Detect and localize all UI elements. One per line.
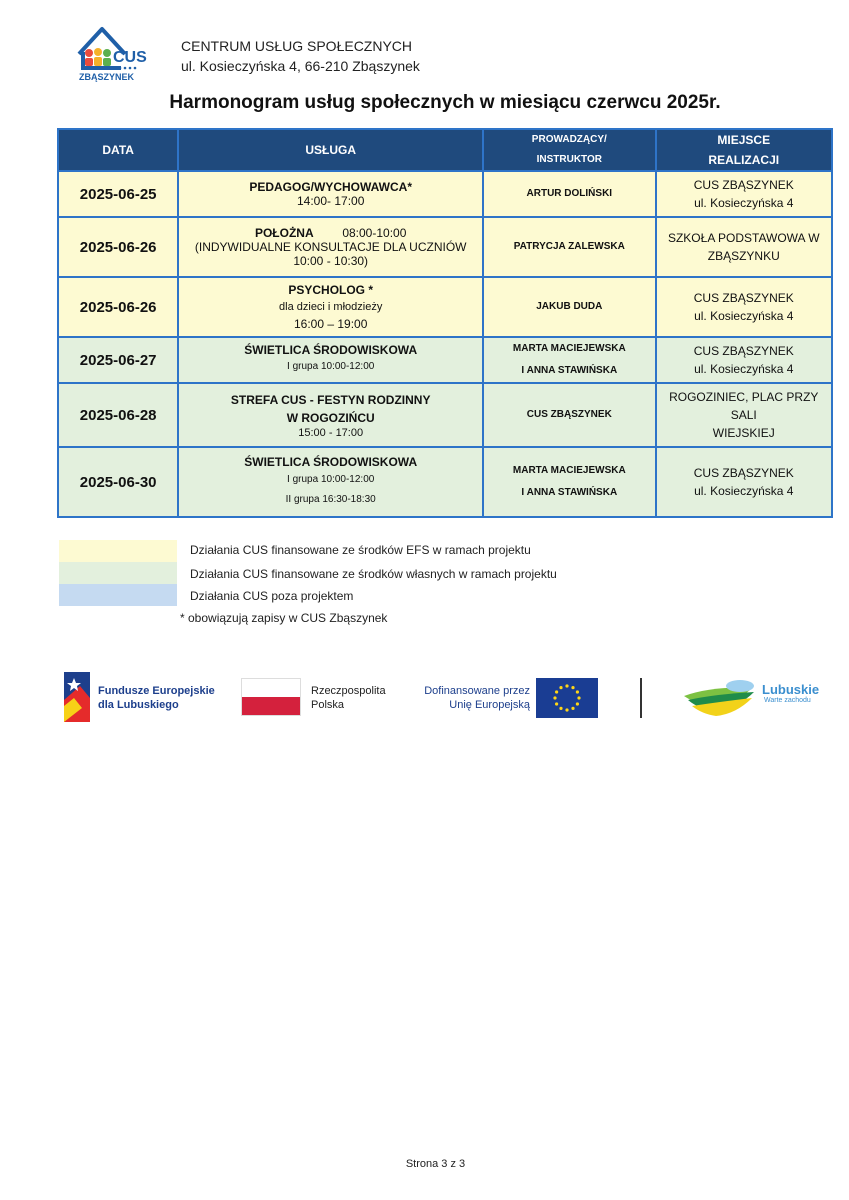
table-header-row (58, 129, 832, 171)
rp-line2: Polska (311, 699, 345, 711)
instructor-name: CUS ZBĄSZYNEK (526, 409, 612, 420)
fundusze-europejskie-icon (60, 668, 96, 724)
row-date: 2025-06-26 (58, 277, 178, 337)
place-line2: ul. Kosieczyńska 4 (694, 484, 794, 498)
fe-line1: Fundusze Europejskie (98, 685, 215, 697)
row-date: 2025-06-30 (58, 447, 178, 517)
header-place (656, 129, 832, 171)
place-line1: CUS ZBĄSZYNEK (693, 344, 794, 358)
legend-note: * obowiązują zapisy w CUS Zbąszynek (180, 611, 388, 625)
row-instructor (483, 383, 655, 447)
ue-label (410, 684, 530, 712)
funding-logos (60, 668, 840, 728)
header-instructor-line2: INSTRUKTOR (536, 154, 602, 165)
header-instructor (483, 129, 655, 171)
row-place (656, 217, 832, 277)
instructor-name-2: I ANNA STAWIŃSKA (521, 487, 618, 498)
service-name-line2: W ROGOZIŃCU (286, 411, 375, 425)
lubuskie-tagline: Warte zachodu (764, 697, 811, 704)
row-date: 2025-06-28 (58, 383, 178, 447)
service-time: 16:00 – 19:00 (293, 317, 368, 331)
service-detail-line2: 10:00 - 10:30) (293, 254, 369, 268)
service-group-2: II grupa 16:30-18:30 (285, 494, 376, 505)
service-group-1: I grupa 10:00-12:00 (287, 474, 375, 485)
ue-line2: Unię Europejską (449, 699, 530, 711)
row-instructor (483, 217, 655, 277)
service-detail-line1: (INDYWIDUALNE KONSULTACJE DLA UCZNIÓW (194, 240, 467, 254)
instructor-name: JAKUB DUDA (536, 301, 603, 312)
row-place (656, 383, 832, 447)
row-instructor (483, 447, 655, 517)
header-date: DATA (58, 129, 178, 171)
instructor-name-2: I ANNA STAWIŃSKA (521, 365, 618, 376)
cus-logo (75, 24, 153, 84)
legend-text-efs: Działania CUS finansowane ze środków EFS w ramach projektu (190, 543, 531, 557)
row-service (178, 337, 483, 383)
header-place-line1: MIEJSCE (717, 133, 771, 147)
place-line1: ROGOZINIEC, PLAC PRZY SALI (669, 390, 819, 422)
instructor-name: MARTA MACIEJEWSKA (512, 465, 626, 476)
row-date: 2025-06-27 (58, 337, 178, 383)
row-service (178, 217, 483, 277)
logo-text: CUS (113, 49, 147, 66)
service-time: 14:00- 17:00 (296, 194, 365, 208)
service-header-line (183, 226, 478, 240)
table-row (58, 383, 832, 447)
row-instructor (483, 171, 655, 217)
service-name: ŚWIETLICA ŚRODOWISKOWA (244, 455, 418, 469)
service-time: 08:00-10:00 (342, 226, 407, 240)
table-row (58, 171, 832, 217)
legend-swatch-outside (59, 584, 177, 606)
logo-divider (640, 678, 642, 718)
legend-swatch-efs (59, 540, 177, 562)
place-line2: ul. Kosieczyńska 4 (694, 196, 794, 210)
service-name: PSYCHOLOG * (288, 283, 374, 297)
header-instructor-line1: PROWADZĄCY/ (531, 134, 607, 145)
row-date: 2025-06-26 (58, 217, 178, 277)
service-detail: dla dzieci i młodzieży (279, 301, 383, 313)
instructor-name: PATRYCJA ZALEWSKA (513, 241, 625, 252)
polish-flag-icon (241, 678, 301, 716)
legend-text-outside: Działania CUS poza projektem (190, 589, 354, 603)
service-name: PEDAGOG/WYCHOWAWCA* (249, 180, 413, 194)
instructor-name: MARTA MACIEJEWSKA (512, 343, 626, 354)
legend-swatch-own (59, 562, 177, 584)
header-service: USŁUGA (178, 129, 483, 171)
service-time: 15:00 - 17:00 (298, 427, 364, 439)
lubuskie-label: Lubuskie (762, 682, 820, 697)
eu-flag-icon (536, 678, 598, 718)
fe-line2: dla Lubuskiego (98, 699, 179, 711)
organization-info (181, 36, 420, 76)
place-line1: CUS ZBĄSZYNEK (693, 178, 794, 192)
place-line2: WIEJSKIEJ (712, 426, 775, 440)
row-place (656, 337, 832, 383)
organization-address: ul. Kosieczyńska 4, 66-210 Zbąszynek (181, 58, 420, 74)
table-row (58, 277, 832, 337)
service-name: ŚWIETLICA ŚRODOWISKOWA (244, 343, 418, 357)
logo-subtext: ZBĄSZYNEK (79, 72, 135, 82)
row-place (656, 447, 832, 517)
legend-text-own: Działania CUS finansowane ze środków własnych w ramach projektu (190, 567, 557, 581)
instructor-name: ARTUR DOLIŃSKI (526, 188, 613, 199)
place-line1: CUS ZBĄSZYNEK (693, 466, 794, 480)
fundusze-europejskie-label (98, 684, 215, 712)
row-service (178, 171, 483, 217)
service-name: STREFA CUS - FESTYN RODZINNY (230, 393, 431, 407)
ue-line1: Dofinansowane przez (424, 685, 530, 697)
row-instructor (483, 337, 655, 383)
place-line1: SZKOŁA PODSTAWOWA W (667, 231, 820, 245)
schedule-table (57, 128, 833, 518)
page-header (75, 24, 795, 84)
row-date: 2025-06-25 (58, 171, 178, 217)
place-line2: ul. Kosieczyńska 4 (694, 309, 794, 323)
row-instructor (483, 277, 655, 337)
organization-name: CENTRUM USŁUG SPOŁECZNYCH (181, 38, 413, 54)
lubuskie-icon (682, 676, 762, 718)
table-row (58, 217, 832, 277)
place-line2: ZBĄSZYNKU (707, 249, 780, 263)
row-place (656, 277, 832, 337)
row-service (178, 383, 483, 447)
row-service (178, 277, 483, 337)
row-service (178, 447, 483, 517)
header-place-line2: REALIZACJI (708, 153, 780, 167)
rp-line1: Rzeczpospolita (311, 685, 386, 697)
row-place (656, 171, 832, 217)
service-name: POŁOŻNA (254, 226, 314, 240)
page-title: Harmonogram usług społecznych w miesiącu czerwcu 2025r. (169, 92, 721, 113)
place-line2: ul. Kosieczyńska 4 (694, 362, 794, 376)
table-row (58, 447, 832, 517)
page-number: Strona 3 z 3 (405, 1158, 466, 1170)
table-row (58, 337, 832, 383)
service-group: I grupa 10:00-12:00 (287, 361, 375, 372)
rzeczpospolita-label (311, 684, 386, 712)
place-line1: CUS ZBĄSZYNEK (693, 291, 794, 305)
